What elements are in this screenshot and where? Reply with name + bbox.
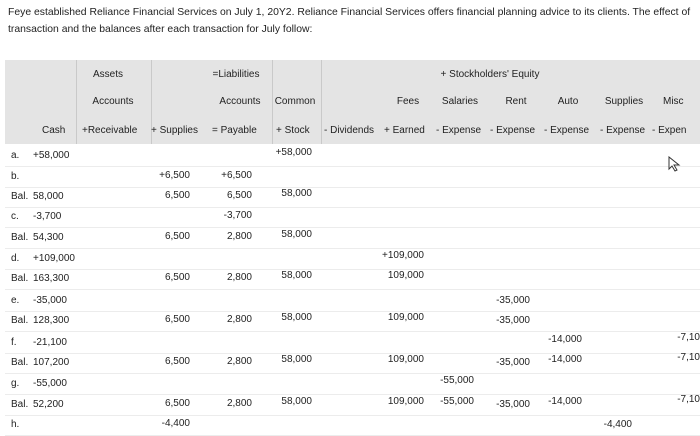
table-cell-payable: 2,800 [226, 314, 252, 325]
table-cell-fees: 109,000 [387, 312, 424, 323]
table-cell-label: b. [11, 171, 20, 182]
header-rent-expense: - Expense [490, 125, 536, 136]
header-salaries-expense: - Expense [436, 125, 482, 136]
row-divider [5, 207, 700, 208]
header-earned: + Earned [384, 125, 425, 136]
row-divider [5, 373, 700, 374]
table-cell-stock: 58,000 [281, 396, 312, 407]
table-cell-cash: +58,000 [33, 150, 70, 161]
header-receivable: +Receivable [82, 125, 138, 136]
table-cell-label: d. [11, 253, 20, 264]
table-cell-supplies: 6,500 [164, 314, 190, 325]
table-cell-supplies: 6,500 [164, 398, 190, 409]
table-cell-cash: -55,000 [33, 378, 67, 389]
table-cell-label: Bal. [11, 232, 29, 243]
header-rent: Rent [505, 96, 527, 107]
table-cell-supplies: 6,500 [164, 231, 190, 242]
header-assets: Assets [92, 69, 123, 80]
row-divider [5, 311, 700, 312]
header-stockholders-equity: + Stockholders' Equity [440, 69, 540, 80]
header-supplies: + Supplies [151, 125, 198, 136]
header-auto-expense: - Expense [544, 125, 590, 136]
row-divider [5, 187, 700, 188]
table-cell-rent: -35,000 [496, 295, 530, 306]
table-cell-label: Bal. [11, 315, 29, 326]
table-cell-fees: 109,000 [387, 270, 424, 281]
table-cell-payable: 6,500 [226, 190, 252, 201]
header-dividends: - Dividends [324, 125, 375, 136]
table-cell-label: f. [11, 337, 17, 348]
table-cell-label: h. [11, 419, 20, 430]
table-cell-stock: 58,000 [281, 354, 312, 365]
table-cell-payable: 2,800 [226, 356, 252, 367]
table-cell-cash: 52,200 [33, 399, 64, 410]
table-cell-payable: 2,800 [226, 272, 252, 283]
header-salaries: Salaries [441, 96, 479, 107]
header-cash: Cash [42, 125, 66, 136]
table-cell-stock: 58,000 [281, 188, 312, 199]
table-cell-label: g. [11, 378, 20, 389]
table-cell-payable: 2,800 [226, 231, 252, 242]
header-accounts-receivable: Accounts [92, 96, 134, 107]
row-divider [5, 248, 700, 249]
table-cell-cash: -3,700 [33, 211, 62, 222]
table-cell-fees: 109,000 [387, 396, 424, 407]
table-cell-misc: -7,10 [677, 352, 700, 363]
table-cell-cash: 128,300 [33, 315, 70, 326]
table-cell-auto: -14,000 [548, 396, 582, 407]
row-divider [5, 289, 700, 290]
row-divider [5, 415, 700, 416]
header-stock: + Stock [276, 125, 310, 136]
table-cell-auto: -14,000 [548, 334, 582, 345]
table-cell-stock: 58,000 [281, 229, 312, 240]
table-cell-cash: 54,300 [33, 232, 64, 243]
table-cell-stock: 58,000 [281, 312, 312, 323]
row-divider [5, 166, 700, 167]
problem-statement: Feye established Reliance Financial Services on July 1, 20Y2. Reliance Financial Services offers financial planning advice to its clients. The effect of transaction and the balances after each transaction for July follow: [8, 7, 691, 35]
table-cell-label: Bal. [11, 191, 29, 202]
table-cell-auto: -14,000 [548, 354, 582, 365]
table-cell-cash: 58,000 [33, 191, 64, 202]
table-cell-stock: 58,000 [281, 270, 312, 281]
table-cell-cash: 163,300 [33, 273, 70, 284]
header-misc: Misc [663, 96, 684, 107]
table-cell-supplies: +6,500 [159, 170, 190, 181]
row-divider [5, 394, 700, 395]
table-cell-payable: +6,500 [221, 170, 252, 181]
table-cell-label: Bal. [11, 399, 29, 410]
row-divider [5, 269, 700, 270]
table-cell-fees: 109,000 [387, 354, 424, 365]
header-misc-expense: - Expen [652, 125, 687, 136]
header-liabilities: =Liabilities [212, 69, 260, 80]
header-divider [321, 60, 322, 144]
table-cell-misc: -7,10 [677, 394, 700, 405]
table-cell-payable: -3,700 [223, 210, 252, 221]
table-cell-cash: +109,000 [33, 253, 75, 264]
header-divider [76, 60, 77, 144]
table-cell-label: c. [11, 211, 19, 222]
table-cell-cash: -21,100 [33, 337, 67, 348]
table-cell-rent: -35,000 [496, 399, 530, 410]
row-divider [5, 353, 700, 354]
header-common: Common [274, 96, 316, 107]
header-supplies-expense-2: - Expense [600, 125, 646, 136]
row-divider [5, 331, 700, 332]
table-cell-cash: -35,000 [33, 295, 67, 306]
table-cell-supplies: -4,400 [161, 418, 190, 429]
row-divider [5, 227, 700, 228]
table-cell-rent: -35,000 [496, 315, 530, 326]
table-cell-supplies: 6,500 [164, 272, 190, 283]
table-cell-label: e. [11, 295, 20, 306]
header-supplies-expense: Supplies [604, 96, 644, 107]
table-cell-supexp: -4,400 [603, 419, 632, 430]
table-cell-payable: 2,800 [226, 398, 252, 409]
table-cell-label: a. [11, 150, 20, 161]
table-cell-fees: +109,000 [382, 250, 424, 261]
table-cell-salaries: -55,000 [440, 396, 474, 407]
table-cell-cash: 107,200 [33, 357, 70, 368]
table-cell-rent: -35,000 [496, 357, 530, 368]
header-fees: Fees [396, 96, 420, 107]
table-cell-label: Bal. [11, 357, 29, 368]
table-cell-misc: -7,10 [677, 332, 700, 343]
table-cell-stock: +58,000 [275, 147, 312, 158]
header-accounts-payable: Accounts [219, 96, 261, 107]
table-cell-label: Bal. [11, 273, 29, 284]
header-payable: = Payable [212, 125, 257, 136]
table-cell-supplies: 6,500 [164, 356, 190, 367]
table-cell-salaries: -55,000 [440, 375, 474, 386]
table-cell-supplies: 6,500 [164, 190, 190, 201]
mouse-cursor-icon [668, 156, 682, 172]
header-auto: Auto [557, 96, 579, 107]
